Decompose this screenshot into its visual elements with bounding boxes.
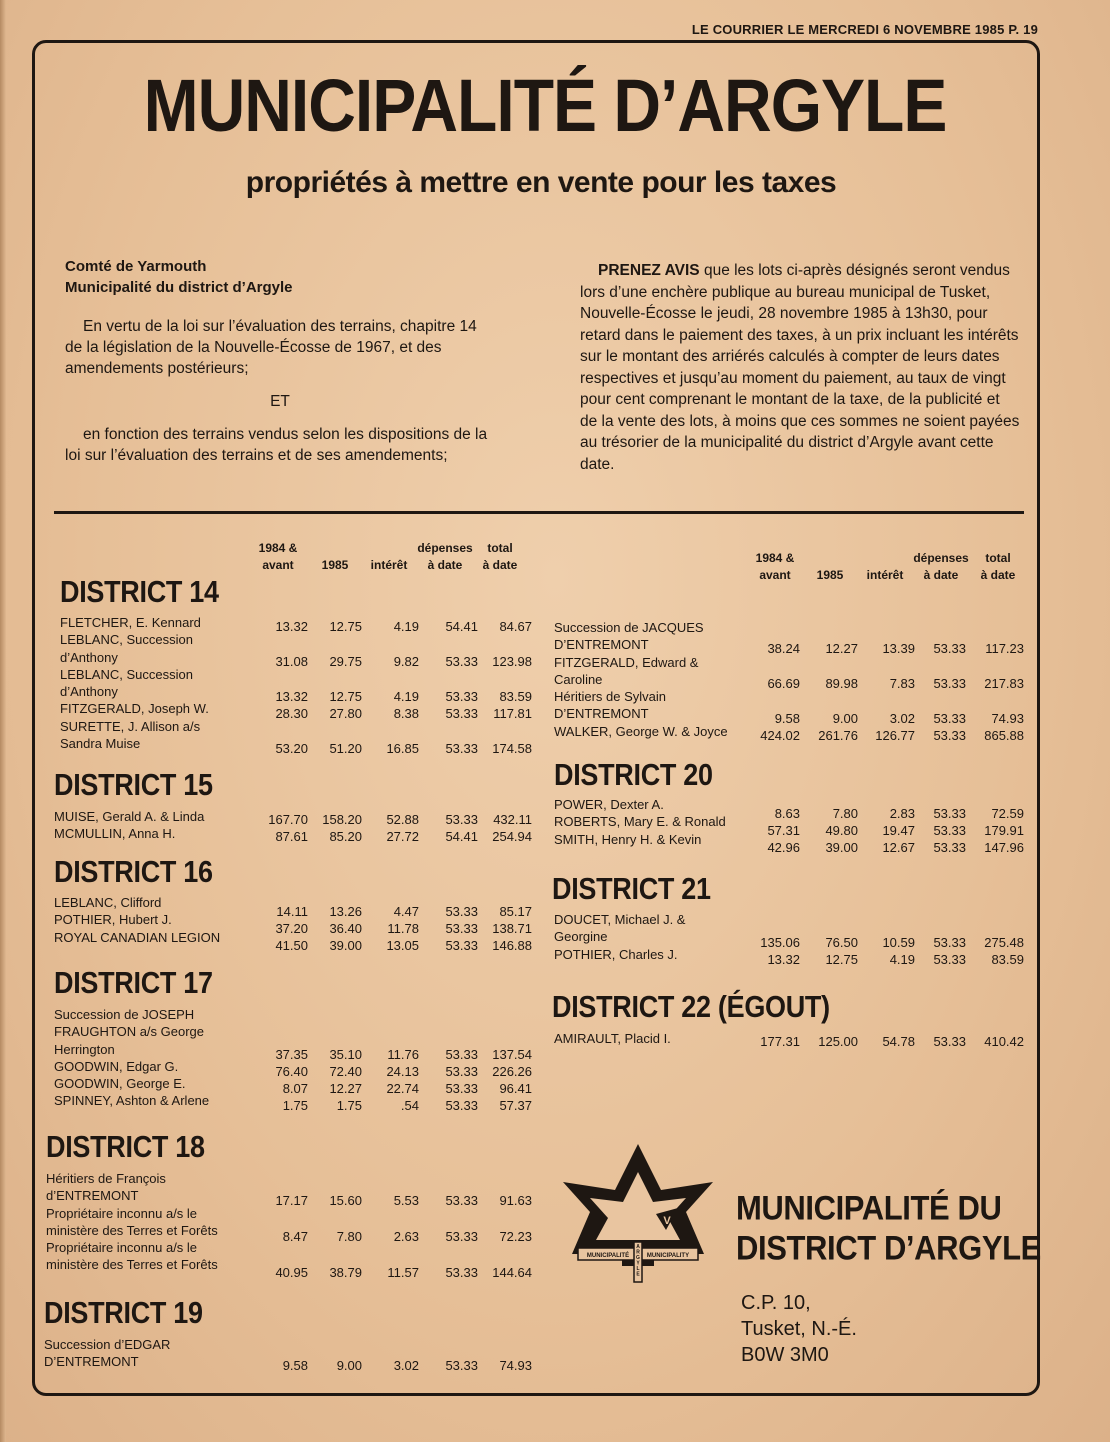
cell-interet: 4.19	[393, 689, 419, 704]
cell-depenses: 53.33	[445, 1064, 478, 1079]
cell-depenses: 53.33	[445, 1193, 478, 1208]
cell-interet: 11.76	[387, 1047, 419, 1062]
cell-total: 179.91	[984, 823, 1024, 838]
cell-1985: 36.40	[329, 921, 362, 936]
left-district-heading: DISTRICT 18	[46, 1130, 205, 1164]
header-total-line1: total	[487, 541, 513, 555]
cell-1985: 9.00	[336, 1358, 362, 1373]
header-avant-line2: avant	[759, 568, 791, 582]
owner-line: AMIRAULT, Placid I.	[554, 1031, 671, 1046]
cell-depenses: 54.41	[445, 619, 478, 634]
emblem-inner-letter: V	[663, 1215, 671, 1227]
cell-interet: .54	[400, 1098, 419, 1113]
cell-interet: 13.39	[882, 641, 915, 656]
cell-total: 96.41	[499, 1081, 532, 1096]
header-total-line2: à date	[482, 558, 518, 572]
cell-interet: 126.77	[875, 728, 915, 743]
owner-line: Propriétaire inconnu a/s le	[46, 1205, 198, 1221]
owner-line: WALKER, George W. & Joyce	[554, 723, 728, 739]
cell-avant: 42.96	[767, 840, 800, 855]
cell-interet: 19.47	[882, 823, 915, 838]
cell-1985: 13.26	[329, 904, 362, 919]
right-property-owners	[554, 796, 726, 848]
owner-line: ROBERTS, Mary E. & Ronald	[554, 814, 726, 830]
owner-line: SURETTE, J. Allison a/s	[60, 718, 201, 734]
owner-line: FRAUGHTON a/s George	[54, 1024, 205, 1040]
cell-1985: 89.98	[825, 676, 858, 691]
cell-interet: 3.02	[393, 1358, 419, 1373]
cell-avant: 17.17	[275, 1193, 308, 1208]
cell-interet: 24.13	[386, 1064, 419, 1079]
cell-depenses: 53.33	[445, 1265, 478, 1280]
cell-total: 865.88	[984, 728, 1024, 743]
cell-total: 83.59	[991, 952, 1024, 967]
cell-interet: 3.02	[889, 711, 915, 726]
owner-line: ministère des Terres et Forêts	[46, 1222, 218, 1238]
left-property-owners	[54, 808, 204, 843]
cell-depenses: 53.33	[933, 1034, 966, 1049]
header-depenses-line2: à date	[427, 558, 463, 572]
cell-depenses: 53.33	[933, 728, 966, 743]
owner-line: d’ENTREMONT	[46, 1188, 139, 1204]
municipality-signature	[736, 1188, 1041, 1269]
cell-depenses: 53.33	[445, 1098, 478, 1113]
cell-total: 174.58	[492, 741, 532, 756]
cell-interet: 7.83	[889, 676, 915, 691]
owner-line: d’Anthony	[60, 649, 118, 665]
cell-avant: 8.63	[774, 806, 800, 821]
cell-depenses: 53.33	[933, 806, 966, 821]
cell-depenses: 53.33	[445, 1081, 478, 1096]
cell-total: 117.81	[493, 706, 532, 721]
cell-total: 84.67	[499, 619, 532, 634]
owner-line: D’ENTREMONT	[554, 637, 649, 653]
owner-line: Succession de JACQUES	[554, 620, 704, 635]
header-total	[963, 550, 1033, 584]
cell-total: 72.59	[991, 806, 1024, 821]
cell-1985: 7.80	[336, 1229, 362, 1244]
cell-1985: 158.20	[322, 812, 362, 827]
owner-line: FITZGERALD, Joseph W.	[60, 701, 209, 717]
header-total-line2: à date	[980, 568, 1016, 582]
cell-avant: 9.58	[774, 711, 800, 726]
cell-interet: 2.63	[393, 1229, 419, 1244]
cell-depenses: 53.33	[445, 706, 478, 721]
cell-depenses: 53.33	[933, 952, 966, 967]
cell-interet: 10.59	[882, 935, 915, 950]
left-property-owners	[54, 894, 220, 946]
cell-interet: 4.19	[393, 619, 419, 634]
owner-line: POTHIER, Charles J.	[554, 946, 678, 962]
cell-total: 146.88	[492, 938, 532, 953]
cell-1985: 15.60	[329, 1193, 362, 1208]
cell-total: 137.54	[492, 1047, 532, 1062]
cell-interet: 11.57	[387, 1265, 419, 1280]
cell-total: 147.96	[984, 840, 1024, 855]
owner-line: FLETCHER, E. Kennard	[60, 615, 201, 630]
cell-depenses: 53.33	[445, 904, 478, 919]
owner-line: Sandra Muise	[60, 736, 141, 752]
cell-depenses: 53.33	[933, 676, 966, 691]
owner-line: MCMULLIN, Anna H.	[54, 826, 176, 842]
header-1985-line2: 1985	[816, 568, 844, 582]
cell-depenses: 53.33	[445, 812, 478, 827]
cell-avant: 135.06	[760, 935, 800, 950]
cell-1985: 35.10	[329, 1047, 362, 1062]
left-district-heading: DISTRICT 19	[44, 1296, 203, 1330]
cell-1985: 1.75	[336, 1098, 362, 1113]
owner-line: POWER, Dexter A.	[554, 797, 664, 812]
cell-total: 117.23	[985, 641, 1024, 656]
cell-interet: 2.83	[889, 806, 915, 821]
header-avant-line1: 1984 &	[258, 541, 298, 555]
owner-line: ministère des Terres et Forêts	[46, 1257, 218, 1273]
cell-avant: 38.24	[767, 641, 800, 656]
cell-avant: 37.35	[275, 1047, 308, 1062]
cell-total: 226.26	[492, 1064, 532, 1079]
cell-1985: 9.00	[832, 711, 858, 726]
cell-total: 83.59	[499, 689, 532, 704]
cell-total: 144.64	[492, 1265, 532, 1280]
cell-interet: 4.47	[393, 904, 419, 919]
header-interet-line2: intérêt	[866, 568, 904, 582]
owner-line: Succession de JOSEPH	[54, 1007, 195, 1022]
cell-1985: 85.20	[329, 829, 362, 844]
cell-1985: 12.27	[329, 1081, 362, 1096]
cell-avant: 53.20	[275, 741, 308, 756]
main-title: MUNICIPALITÉ D’ARGYLE	[143, 63, 947, 147]
cell-total: 74.93	[991, 711, 1024, 726]
cell-total: 72.23	[499, 1229, 532, 1244]
owner-line: SMITH, Henry H. & Kevin	[554, 831, 702, 847]
cell-depenses: 54.41	[445, 829, 478, 844]
cell-avant: 177.31	[760, 1034, 800, 1049]
cell-interet: 13.05	[386, 938, 419, 953]
cell-interet: 27.72	[386, 829, 419, 844]
cell-total: 91.63	[499, 1193, 532, 1208]
cell-1985: 7.80	[832, 806, 858, 821]
cell-total: 432.11	[493, 812, 532, 827]
cell-avant: 14.11	[276, 904, 308, 919]
cell-avant: 31.08	[275, 654, 308, 669]
cell-interet: 9.82	[393, 654, 419, 669]
cell-1985: 261.76	[818, 728, 858, 743]
owner-line: Caroline	[554, 671, 603, 687]
owner-line: Héritiers de François	[46, 1171, 166, 1186]
municipality-line: Municipalité du district d’Argyle	[65, 279, 293, 296]
cell-depenses: 53.33	[445, 654, 478, 669]
cell-avant: 76.40	[275, 1064, 308, 1079]
owner-line: DOUCET, Michael J. &	[554, 912, 686, 927]
section-divider	[54, 511, 1024, 514]
header-interet-line2: intérêt	[370, 558, 408, 572]
owner-line: D’ENTREMONT	[554, 706, 649, 722]
left-district-heading: DISTRICT 15	[54, 768, 213, 802]
cell-1985: 38.79	[329, 1265, 362, 1280]
subtitle: propriétés à mettre en vente pour les taxes	[245, 166, 837, 199]
cell-total: 85.17	[499, 904, 532, 919]
cell-avant: 8.47	[282, 1229, 308, 1244]
owner-line: SPINNEY, Ashton & Arlene	[54, 1093, 210, 1109]
cell-avant: 40.95	[275, 1265, 308, 1280]
left-property-owners	[60, 614, 209, 752]
cell-avant: 424.02	[760, 728, 800, 743]
header-avant-line2: avant	[262, 558, 294, 572]
emblem-vertical-label: A R G Y L E	[636, 1244, 640, 1278]
cell-interet: 52.88	[386, 812, 419, 827]
cell-interet: 22.74	[386, 1081, 419, 1096]
owner-line: FITZGERALD, Edward &	[554, 654, 699, 670]
cell-avant: 13.32	[767, 952, 800, 967]
county-line: Comté de Yarmouth	[65, 258, 207, 275]
cell-1985: 39.00	[825, 840, 858, 855]
header-1985-line2: 1985	[321, 558, 349, 572]
owner-line: GOODWIN, George E.	[54, 1076, 186, 1092]
right-property-owners	[554, 911, 685, 963]
cell-total: 123.98	[492, 654, 532, 669]
cell-depenses: 53.33	[445, 938, 478, 953]
header-avant-line1: 1984 &	[755, 551, 795, 565]
cell-1985: 27.80	[329, 706, 362, 721]
cell-total: 217.83	[984, 676, 1024, 691]
right-district-heading: DISTRICT 22 (ÉGOUT)	[552, 990, 830, 1024]
owner-line: Succession d’EDGAR	[44, 1337, 171, 1352]
cell-depenses: 53.33	[933, 823, 966, 838]
cell-depenses: 53.33	[445, 1358, 478, 1373]
legal-paragraph-1: En vertu de la loi sur l’évaluation des terrains, chapitre 14 de la législation de la Nouvelle-Écosse de 1967, et des amendements postérieurs;	[65, 318, 477, 377]
owner-line: LEBLANC, Clifford	[54, 895, 162, 910]
cell-total: 410.42	[984, 1034, 1024, 1049]
legal-paragraph-2: en fonction des terrains vendus selon les dispositions de la loi sur l’évaluation des terrains et de ses amendements;	[65, 426, 488, 464]
intro-left	[65, 256, 495, 466]
cell-depenses: 53.33	[445, 689, 478, 704]
owner-line: Georgine	[554, 929, 608, 945]
owner-line: d’Anthony	[60, 684, 118, 700]
cell-interet: 4.19	[889, 952, 915, 967]
cell-depenses: 53.33	[445, 921, 478, 936]
cell-interet: 5.53	[393, 1193, 419, 1208]
cell-avant: 13.32	[275, 689, 308, 704]
cell-interet: 8.38	[393, 706, 419, 721]
header-total	[465, 540, 535, 574]
cell-interet: 11.78	[387, 921, 419, 936]
cell-total: 138.71	[492, 921, 532, 936]
cell-interet: 16.85	[386, 741, 419, 756]
signature-line-1: MUNICIPALITÉ DU	[736, 1188, 1002, 1228]
cell-1985: 49.80	[825, 823, 858, 838]
cell-interet: 54.78	[882, 1034, 915, 1049]
cell-depenses: 53.33	[933, 711, 966, 726]
owner-line: ROYAL CANADIAN LEGION	[54, 929, 221, 945]
owner-line: GOODWIN, Edgar G.	[54, 1058, 179, 1074]
header-depenses-line2: à date	[923, 568, 959, 582]
cell-avant: 167.70	[268, 812, 308, 827]
cell-avant: 8.07	[282, 1081, 308, 1096]
cell-avant: 87.61	[275, 829, 308, 844]
cell-1985: 12.75	[825, 952, 858, 967]
left-property-owners	[46, 1170, 218, 1274]
cell-depenses: 53.33	[933, 840, 966, 855]
left-district-heading: DISTRICT 17	[54, 966, 213, 1000]
cell-interet: 12.67	[882, 840, 915, 855]
signature-line-2: DISTRICT D’ARGYLE	[736, 1228, 1041, 1268]
right-property-owners	[554, 1030, 671, 1047]
owner-line: D’ENTREMONT	[44, 1354, 139, 1370]
cell-1985: 76.50	[825, 935, 858, 950]
mailing-address	[741, 1290, 857, 1368]
cell-1985: 12.75	[329, 619, 362, 634]
address-line-1: C.P. 10,	[741, 1292, 811, 1314]
cell-1985: 39.00	[329, 938, 362, 953]
owner-line: LEBLANC, Succession	[60, 666, 193, 682]
header-depenses-line1: dépenses	[913, 551, 969, 565]
cell-1985: 12.75	[329, 689, 362, 704]
cell-1985: 29.75	[329, 654, 362, 669]
left-district-heading: DISTRICT 16	[54, 855, 213, 889]
owner-line: POTHIER, Hubert J.	[54, 912, 172, 928]
emblem-right-label: MUNICIPALITY	[646, 1253, 690, 1259]
owner-line: LEBLANC, Succession	[60, 632, 193, 648]
right-district-heading: DISTRICT 21	[552, 872, 711, 906]
cell-avant: 66.69	[767, 676, 800, 691]
notice-lead: PRENEZ AVIS	[598, 262, 700, 279]
owner-line: Propriétaire inconnu a/s le	[46, 1240, 198, 1256]
owner-line: MUISE, Gerald A. & Linda	[54, 809, 205, 824]
left-property-owners	[54, 1006, 209, 1110]
left-district-heading: DISTRICT 14	[60, 575, 219, 609]
dateline: LE COURRIER LE MERCREDI 6 NOVEMBRE 1985 P. 19	[691, 22, 1038, 37]
emblem-left-label: MUNICIPALITÉ	[586, 1253, 630, 1259]
cell-avant: 41.50	[275, 938, 308, 953]
cell-total: 254.94	[492, 829, 532, 844]
header-total-line1: total	[985, 551, 1011, 565]
cell-avant: 9.58	[282, 1358, 308, 1373]
cell-avant: 57.31	[767, 823, 800, 838]
argyle-emblem	[558, 1142, 718, 1292]
notice-body: que les lots ci-après désignés seront vendus lors d’une enchère publique au bureau municipal de Tusket, Nouvelle-Écosse le jeudi, 28 novembre 1985 à 13h30, pour retard dans le paiement des taxes, à un prix incluant les intérêts sur le montant des arriérés calculés à compter de leurs dates respectives et jusqu’au moment du paiement, au taux de vingt pour cent comprenant le montant de la taxe, de la publicité et de la vente des lots, à moins que ces sommes ne soient payées au trésorier de la municipalité du district d’Argyle avant cette date.	[580, 262, 1020, 473]
header-depenses-line1: dépenses	[417, 541, 473, 555]
cell-1985: 72.40	[329, 1064, 362, 1079]
cell-total: 57.37	[499, 1098, 532, 1113]
cell-1985: 12.27	[825, 641, 858, 656]
cell-avant: 28.30	[275, 706, 308, 721]
right-district-heading: DISTRICT 20	[554, 758, 713, 792]
cell-total: 275.48	[984, 935, 1024, 950]
owner-line: Herrington	[54, 1041, 115, 1057]
right-property-owners	[554, 619, 728, 740]
et-separator: ET	[270, 393, 290, 410]
intro-right	[580, 260, 1020, 475]
cell-depenses: 53.33	[933, 935, 966, 950]
cell-avant: 13.32	[275, 619, 308, 634]
cell-avant: 1.75	[282, 1098, 308, 1113]
cell-depenses: 53.33	[445, 741, 478, 756]
cell-total: 74.93	[499, 1358, 532, 1373]
address-line-3: B0W 3M0	[741, 1344, 829, 1366]
emblem-inner-shape	[590, 1172, 686, 1240]
cell-depenses: 53.33	[445, 1229, 478, 1244]
cell-1985: 51.20	[329, 741, 362, 756]
cell-depenses: 53.33	[933, 641, 966, 656]
left-property-owners	[44, 1336, 170, 1371]
cell-avant: 37.20	[275, 921, 308, 936]
address-line-2: Tusket, N.-É.	[741, 1318, 857, 1340]
cell-depenses: 53.33	[445, 1047, 478, 1062]
owner-line: Héritiers de Sylvain	[554, 689, 666, 705]
cell-1985: 125.00	[818, 1034, 858, 1049]
